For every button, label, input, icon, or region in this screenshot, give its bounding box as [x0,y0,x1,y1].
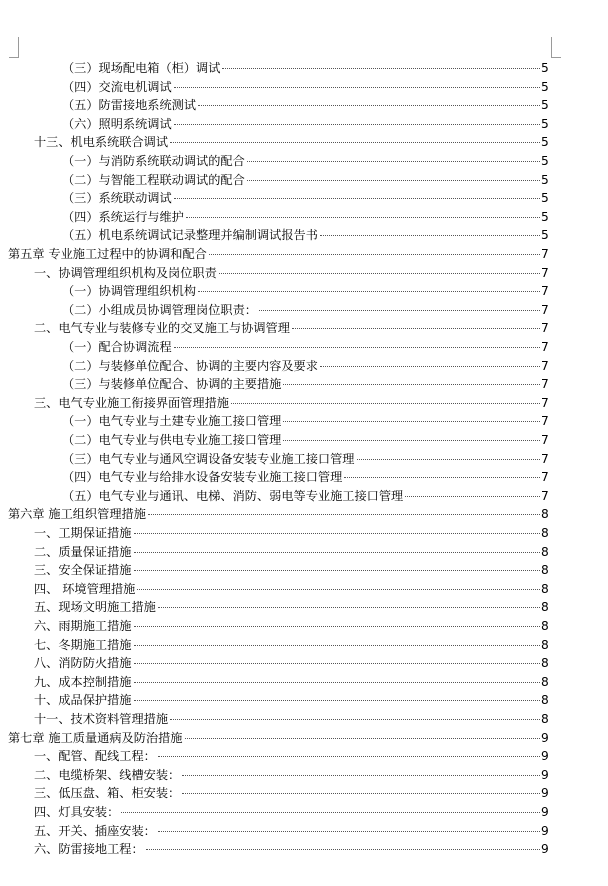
toc-entry[interactable] [62,152,548,171]
toc-entry-title: （二）小组成员协调管理岗位职责： [62,302,257,317]
toc-dot-leader [198,291,540,292]
toc-entry-title: 二、电气专业与装修专业的交叉施工与协调管理 [34,321,290,336]
toc-entry-title: 十三、机电系统联合调试 [34,135,169,150]
toc-entry-title: 十、成品保护措施 [34,693,132,708]
toc-entry-title: （四）交流电机调试 [62,79,172,94]
toc-entry-title: 第六章 施工组织管理措施 [8,507,146,522]
toc-entry-page-number: 8 [541,656,549,671]
toc-dot-leader [247,161,540,162]
toc-entry-title: （一）与消防系统联动调试的配合 [62,154,245,168]
toc-entry-page-number: 7 [541,470,549,485]
toc-entry[interactable] [34,561,548,580]
toc-entry-title: 第七章 施工质量通病及防治措施 [8,730,183,745]
toc-entry-title: 一、协调管理组织机构及岗位职责 [34,265,217,280]
toc-dot-leader [182,793,540,794]
toc-entry-page-number: 8 [541,712,549,726]
toc-entry[interactable] [34,691,548,710]
toc-entry-page-number: 7 [541,377,549,392]
toc-entry-title: （四）系统运行与维护 [62,209,184,224]
toc-entry[interactable] [62,171,548,190]
toc-entry[interactable] [34,133,548,152]
toc-entry-title: 五、现场文明施工措施 [34,600,156,615]
toc-entry-page-number: 7 [541,395,549,410]
toc-entry-title: （一）协调管理组织机构 [62,284,197,299]
toc-entry-page-number: 9 [541,749,549,764]
toc-dot-leader [158,607,540,608]
toc-dot-leader [357,459,541,460]
toc-entry[interactable] [34,747,548,766]
toc-entry[interactable] [34,617,548,636]
toc-entry-title: （一）配合协调流程 [62,340,172,354]
toc-entry-title: （六）照明系统调试 [62,116,172,131]
toc-entry-page-number: 8 [541,693,549,708]
toc-entry-page-number: 9 [541,767,549,782]
toc-dot-leader [158,756,540,757]
toc-entry[interactable] [34,636,548,655]
toc-dot-leader [259,310,540,311]
toc-entry[interactable] [62,78,548,97]
toc-dot-leader [134,552,541,553]
toc-entry-title: 六、雨期施工措施 [34,619,132,633]
toc-entry-page-number: 7 [541,265,549,280]
toc-dot-leader [174,198,540,199]
toc-dot-leader [134,626,541,627]
toc-entry-title: （二）电气专业与供电专业施工接口管理 [62,433,282,447]
toc-entry[interactable] [34,766,548,785]
margin-corner-mark-left [9,37,19,58]
toc-entry-title: 二、质量保证措施 [34,544,132,559]
toc-dot-leader [405,496,540,497]
toc-entry-page-number: 5 [541,191,549,206]
toc-entry[interactable] [8,245,548,264]
toc-dot-leader [148,514,540,515]
toc-entry[interactable] [62,375,548,394]
toc-entry-page-number: 7 [541,488,549,503]
toc-entry-page-number: 8 [541,619,549,633]
toc-entry-page-number: 7 [541,302,549,317]
toc-entry[interactable] [34,394,548,413]
toc-entry[interactable] [62,412,548,431]
toc-entry-page-number: 5 [541,154,549,168]
toc-entry[interactable] [34,784,548,803]
toc-dot-leader [158,831,540,832]
toc-entry[interactable] [62,208,548,227]
toc-entry-page-number: 8 [541,563,549,578]
toc-dot-leader [134,663,541,664]
toc-dot-leader [174,347,540,348]
toc-entry[interactable] [8,505,548,524]
toc-dot-leader [174,87,540,88]
toc-entry-page-number: 9 [541,842,549,857]
toc-entry[interactable] [62,226,548,245]
toc-entry-title: 九、成本控制措施 [34,674,132,689]
toc-entry-page-number: 7 [541,340,549,354]
toc-dot-leader [137,589,540,590]
margin-corner-mark-right [551,37,561,58]
toc-entry[interactable] [34,673,548,692]
toc-entry-page-number: 5 [541,116,549,131]
toc-entry[interactable] [8,729,548,748]
toc-entry[interactable] [34,580,548,599]
toc-entry-page-number: 8 [541,526,549,540]
toc-dot-leader [170,719,540,720]
toc-entry-page-number: 7 [541,433,549,447]
toc-dot-leader [134,570,541,571]
toc-entry[interactable] [34,524,548,543]
toc-dot-leader [174,124,540,125]
toc-entry-title: 八、消防防火措施 [34,656,132,671]
toc-entry[interactable] [34,543,548,562]
toc-dot-leader [134,682,541,683]
toc-entry-title: （三）现场配电箱（柜）调试 [62,61,221,75]
toc-entry-title: 六、防雷接地工程： [34,842,144,857]
toc-entry-page-number: 7 [541,247,549,261]
toc-dot-leader [121,812,540,813]
toc-dot-leader [219,273,540,274]
toc-dot-leader [146,849,540,850]
toc-entry-title: 三、安全保证措施 [34,563,132,578]
toc-entry-title: 三、低压盘、箱、柜安装： [34,786,181,801]
toc-entry-page-number: 8 [541,507,549,522]
toc-entry[interactable] [62,282,548,301]
toc-entry-page-number: 5 [541,172,549,187]
toc-dot-leader [222,68,540,69]
toc-dot-leader [344,477,540,478]
toc-entry[interactable] [62,301,548,320]
toc-entry-page-number: 5 [541,79,549,94]
toc-entry-page-number: 8 [541,581,549,596]
toc-entry[interactable] [62,468,548,487]
toc-entry-title: 四、灯具安装： [34,805,120,819]
toc-entry-page-number: 9 [541,730,549,745]
toc-entry[interactable] [34,264,548,283]
toc-entry-page-number: 5 [541,209,549,224]
toc-dot-leader [198,105,540,106]
toc-entry[interactable] [62,487,548,506]
toc-dot-leader [320,235,540,236]
toc-dot-leader [134,700,541,701]
toc-entry-title: 五、开关、插座安装： [34,823,156,838]
toc-entry-page-number: 7 [541,284,549,299]
toc-dot-leader [134,533,541,534]
toc-dot-leader [134,645,541,646]
toc-entry[interactable] [62,59,548,78]
toc-entry-title: （三）与装修单位配合、协调的主要措施 [62,377,282,392]
toc-entry-page-number: 5 [541,98,549,113]
toc-entry-page-number: 8 [541,674,549,689]
toc-entry[interactable] [62,115,548,134]
toc-dot-leader [170,142,540,143]
toc-dot-leader [283,421,540,422]
toc-dot-leader [283,440,540,441]
toc-entry-page-number: 5 [541,135,549,150]
toc-dot-leader [320,366,540,367]
toc-entry[interactable] [62,431,548,450]
toc-entry-title: 一、工期保证措施 [34,526,132,540]
toc-entry-page-number: 9 [541,786,549,801]
toc-entry[interactable] [62,357,548,376]
toc-entry-page-number: 8 [541,600,549,615]
toc-entry-title: （三）电气专业与通风空调设备安装专业施工接口管理 [62,451,355,466]
toc-dot-leader [292,328,540,329]
toc-entry[interactable] [34,319,548,338]
toc-entry-title: （三）系统联动调试 [62,191,172,206]
toc-entry-page-number: 8 [541,544,549,559]
toc-entry[interactable] [34,803,548,822]
toc-dot-leader [185,738,541,739]
toc-dot-leader [182,775,540,776]
toc-entry-title: 二、电缆桥架、线槽安装： [34,767,181,782]
toc-entry[interactable] [62,96,548,115]
toc-entry-title: （五）电气专业与通讯、电梯、消防、弱电等专业施工接口管理 [62,488,404,503]
toc-entry[interactable] [34,710,548,729]
toc-entry-page-number: 7 [541,321,549,336]
toc-entry-title: 一、配管、配线工程： [34,749,156,764]
toc-entry[interactable] [62,338,548,357]
toc-entry-title: （二）与智能工程联动调试的配合 [62,172,245,187]
toc-entry-page-number: 5 [541,228,549,243]
toc-dot-leader [231,403,540,404]
toc-entry[interactable] [34,840,548,859]
toc-entry-title: （五）机电系统调试记录整理并编制调试报告书 [62,228,318,243]
toc-entry-page-number: 7 [541,414,549,429]
toc-entry-page-number: 7 [541,358,549,373]
toc-entry-page-number: 7 [541,451,549,466]
toc-entry[interactable] [34,822,548,841]
toc-dot-leader [283,384,540,385]
toc-entry-title: 三、电气专业施工衔接界面管理措施 [34,395,229,410]
toc-entry-title: 第五章 专业施工过程中的协调和配合 [8,247,207,261]
toc-entry-title: 十一、技术资料管理措施 [34,712,169,726]
toc-dot-leader [209,254,540,255]
toc-entry-page-number: 8 [541,637,549,652]
toc-entry[interactable] [34,598,548,617]
toc-entry-title: 四、 环境管理措施 [34,581,136,596]
toc-entry-title: （四）电气专业与给排水设备安装专业施工接口管理 [62,470,343,485]
toc-entry-title: （二）与装修单位配合、协调的主要内容及要求 [62,358,318,373]
toc-dot-leader [247,180,540,181]
toc-entry[interactable] [62,189,548,208]
toc-dot-leader [186,217,540,218]
toc-entry[interactable] [34,654,548,673]
toc-entry-page-number: 9 [541,823,549,838]
toc-entry-page-number: 9 [541,805,549,819]
toc-entry-title: 七、冬期施工措施 [34,637,132,652]
toc-entry-page-number: 5 [541,61,549,75]
toc-entry-title: （五）防雷接地系统测试 [62,98,197,113]
toc-entry-title: （一）电气专业与土建专业施工接口管理 [62,414,282,429]
toc-entry[interactable] [62,450,548,469]
